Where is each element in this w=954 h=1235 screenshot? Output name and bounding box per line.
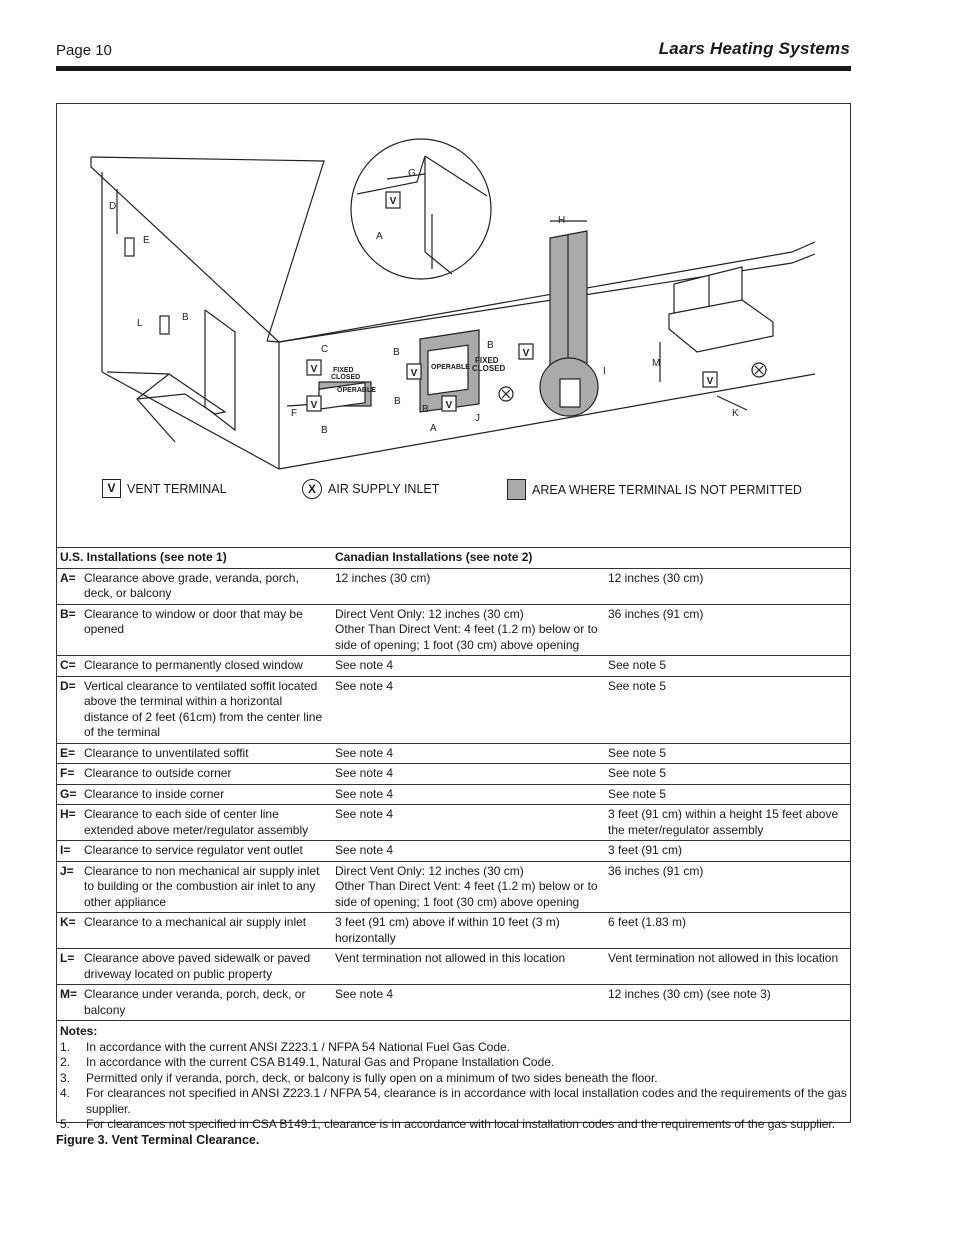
cell-us: See note 4 — [335, 678, 394, 693]
not-permitted-area-icon — [507, 479, 526, 500]
figure-frame — [56, 103, 851, 1131]
dim-label-b-mid: B — [394, 396, 401, 407]
table-row — [57, 743, 850, 764]
dim-label-e: E — [143, 235, 150, 246]
note-item — [60, 1071, 847, 1087]
cell-ca: See note 5 — [608, 786, 667, 801]
table-row — [57, 764, 850, 785]
cell-key: G= — [60, 786, 77, 801]
cell-ca: See note 5 — [608, 766, 667, 780]
note-text: In accordance with the current ANSI Z223.1 / NFPA 54 National Fuel Gas Code. — [86, 1039, 510, 1054]
cell-ca: 36 inches (91 cm) — [608, 863, 704, 878]
table-row — [57, 805, 850, 841]
sign-operable-1: OPERABLE — [337, 387, 376, 394]
cell-ca: See note 5 — [608, 745, 667, 760]
cell-key: D= — [60, 678, 76, 693]
dim-label-h: H — [558, 215, 566, 226]
sign-fixed-2: FIXED — [475, 356, 499, 365]
header-us: U.S. Installations (see note 1) — [60, 550, 227, 564]
table-row — [57, 861, 850, 913]
cell-ca: 3 feet (91 cm) — [608, 843, 683, 857]
notes-title: Notes: — [60, 1024, 98, 1038]
legend-not-permitted: AREA WHERE TERMINAL IS NOT PERMITTED — [507, 479, 802, 500]
cell-us: Direct Vent Only: 12 inches (30 cm) Other Than Direct Vent: 4 feet (1.2 m) below or to side of opening; 1 foot (30 cm) above opening — [335, 863, 598, 909]
cell-us: See note 4 — [335, 786, 394, 801]
dim-label-b-right: B — [487, 340, 494, 351]
vent-v-label-5: V — [445, 400, 453, 411]
note-text: For clearances not specified in CSA B149.1, clearance is in accordance with local installation codes and the requirements of the gas supplier. — [86, 1117, 836, 1131]
dim-label-m: M — [652, 358, 661, 369]
cell-desc: Clearance to permanently closed window — [84, 658, 303, 672]
dim-label-l: L — [137, 318, 143, 329]
note-number: 4. — [60, 1086, 71, 1100]
cell-key: K= — [60, 915, 76, 929]
vent-v-label-4: V — [410, 368, 418, 379]
note-number: 5. — [60, 1117, 71, 1131]
dim-label-a-inset: A — [376, 231, 383, 242]
cell-us: See note 4 — [335, 745, 394, 760]
note-text: Permitted only if veranda, porch, deck, or balcony is fully open on a minimum of two sides beneath the floor. — [86, 1070, 658, 1085]
sign-closed-2: CLOSED — [472, 364, 506, 373]
dim-label-b-side: B — [182, 312, 189, 323]
cell-us: Direct Vent Only: 12 inches (30 cm) Other Than Direct Vent: 4 feet (1.2 m) below or to side of opening; 1 foot (30 cm) above opening — [335, 606, 598, 652]
table-row — [57, 841, 850, 862]
dim-label-c: C — [321, 344, 329, 355]
sign-fixed-1: FIXED — [333, 367, 354, 374]
cell-us: See note 4 — [335, 807, 394, 821]
cell-key: L= — [60, 951, 75, 965]
table-row — [57, 949, 850, 985]
vent-v-label-6: V — [522, 348, 530, 359]
note-item — [60, 1086, 847, 1117]
notes — [57, 1021, 850, 1137]
note-item — [60, 1117, 847, 1133]
note-number: 3. — [60, 1070, 71, 1085]
cell-desc: Clearance to service regulator vent outlet — [84, 843, 303, 857]
cell-us: See note 4 — [335, 658, 394, 672]
table-row — [57, 676, 850, 743]
table-row — [57, 913, 850, 949]
dim-label-f: F — [291, 408, 298, 419]
page-number: Page 10 — [56, 42, 112, 59]
sign-operable-2: OPERABLE — [431, 364, 470, 371]
dim-label-d: D — [109, 201, 117, 212]
note-item — [60, 1040, 847, 1056]
cell-key: I= — [60, 843, 71, 857]
cell-ca: 3 feet (91 cm) within a height 15 feet above the meter/regulator assembly — [608, 807, 839, 837]
legend-vent-terminal: V VENT TERMINAL — [102, 479, 227, 498]
cell-desc: Clearance above grade, veranda, porch, deck, or balcony — [84, 570, 299, 600]
dim-label-b-lower: B — [321, 425, 328, 436]
cell-key: C= — [60, 658, 76, 672]
cell-us: 12 inches (30 cm) — [335, 570, 431, 585]
cell-key: F= — [60, 766, 75, 780]
vent-v-label-3: V — [310, 400, 318, 411]
cell-key: E= — [60, 745, 76, 760]
cell-us: See note 4 — [335, 843, 394, 857]
note-text: For clearances not specified in ANSI Z223.1 / NFPA 54, clearance is in accordance with local installation codes and the requirements of the gas supplier. — [86, 1086, 847, 1116]
cell-us: 3 feet (91 cm) above if within 10 feet (3 m) horizontally — [335, 915, 560, 945]
air-supply-icon: X — [302, 479, 322, 499]
vent-v-label-7: V — [706, 376, 714, 387]
vent-clearance-diagram — [57, 104, 850, 548]
brand-title: Laars Heating Systems — [658, 39, 850, 58]
cell-key: A= — [60, 570, 76, 585]
sign-closed-1: CLOSED — [331, 374, 361, 381]
table-row — [57, 985, 850, 1021]
cell-desc: Vertical clearance to ventilated soffit located above the terminal within a horizontal distance of 2 feet (61cm) from the center line of the terminal — [84, 678, 323, 739]
cell-desc: Clearance to outside corner — [84, 766, 232, 780]
side-door — [205, 310, 235, 430]
header-canada: Canadian Installations (see note 2) — [335, 550, 533, 564]
dim-label-a: A — [430, 423, 437, 434]
dim-label-j: J — [475, 413, 480, 424]
cell-ca: See note 5 — [608, 658, 667, 672]
cell-key: J= — [60, 863, 74, 878]
note-number: 2. — [60, 1055, 71, 1069]
dim-label-b-win: B — [422, 404, 429, 415]
vent-v-label-1: V — [389, 196, 397, 207]
cell-key: B= — [60, 606, 76, 621]
note-item — [60, 1055, 847, 1071]
header-rule — [56, 66, 851, 71]
cell-key: M= — [60, 987, 78, 1001]
dim-label-b-upper: B — [393, 347, 400, 358]
cell-ca: Vent termination not allowed in this location — [608, 951, 839, 965]
figure-caption: Figure 3. Vent Terminal Clearance. — [56, 1133, 260, 1147]
cell-ca: 36 inches (91 cm) — [608, 606, 704, 621]
cell-desc: Clearance to each side of center line extended above meter/regulator assembly — [84, 807, 309, 837]
cell-desc: Clearance above paved sidewalk or paved driveway located on public property — [84, 951, 311, 981]
dim-label-i: I — [603, 366, 606, 377]
cell-desc: Clearance to inside corner — [84, 786, 225, 801]
cell-ca: 12 inches (30 cm) (see note 3) — [608, 987, 771, 1001]
table-row — [57, 784, 850, 805]
cell-ca: 6 feet (1.83 m) — [608, 915, 687, 929]
vent-v-label-2: V — [310, 364, 318, 375]
note-number: 1. — [60, 1039, 71, 1054]
cell-desc: Clearance to non mechanical air supply inlet to building or the combustion air inlet to any other appliance — [84, 863, 320, 909]
table-row — [57, 656, 850, 677]
cell-key: H= — [60, 807, 76, 821]
legend-air-supply: X AIR SUPPLY INLET — [302, 479, 439, 499]
cell-us: See note 4 — [335, 987, 394, 1001]
table-row — [57, 568, 850, 604]
cell-desc: Clearance to window or door that may be opened — [84, 606, 303, 636]
cell-ca: See note 5 — [608, 678, 667, 693]
dim-label-g: G — [408, 168, 416, 179]
cell-desc: Clearance to a mechanical air supply inlet — [84, 915, 307, 929]
cell-ca: 12 inches (30 cm) — [608, 570, 704, 585]
cell-desc: Clearance to unventilated soffit — [84, 745, 249, 760]
clearance-table — [57, 548, 850, 1137]
cell-us: Vent termination not allowed in this location — [335, 951, 566, 965]
vent-terminal-icon: V — [102, 479, 121, 498]
table-row — [57, 604, 850, 656]
cell-us: See note 4 — [335, 766, 394, 780]
note-text: In accordance with the current CSA B149.1, Natural Gas and Propane Installation Code. — [86, 1055, 555, 1069]
inside-corner-inset — [351, 139, 491, 279]
cell-desc: Clearance under veranda, porch, deck, or balcony — [84, 987, 306, 1017]
dim-label-k: K — [732, 408, 739, 419]
